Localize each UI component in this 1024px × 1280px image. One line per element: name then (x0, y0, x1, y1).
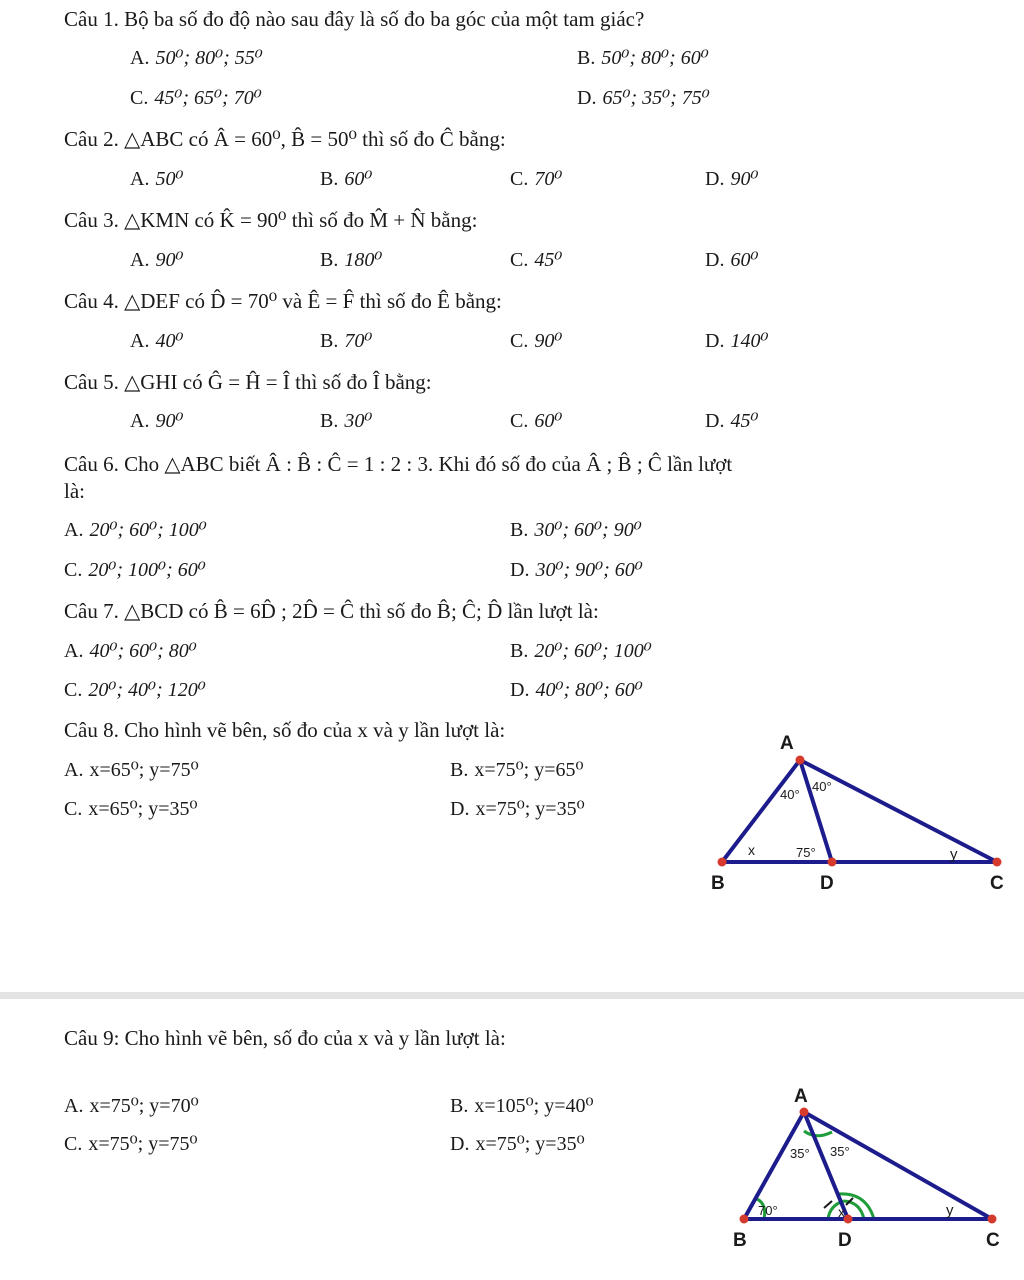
q9-angle-b: 70° (758, 1203, 778, 1218)
q9-tick-mark (824, 1201, 832, 1208)
q4-text: Câu 4. △DEF có D̂ = 70⁰ và Ê = F̂ thì số đo Ê bằng: (64, 289, 502, 313)
q1-option-a[interactable]: A. 50⁰; 80⁰; 55⁰ (130, 47, 263, 69)
q8-triangle-figure (700, 725, 1020, 900)
q6-option-d[interactable]: D. 30⁰; 90⁰; 60⁰ (510, 559, 643, 581)
q9-option-a[interactable]: A. x=75⁰; y=70⁰ (64, 1095, 199, 1117)
q9-vertex-a (800, 1108, 809, 1117)
q8-label-b: B (711, 873, 725, 894)
q2-option-c[interactable]: C. 70⁰ (510, 168, 563, 190)
q4-option-a[interactable]: A. 40⁰ (130, 330, 184, 352)
q9-angle-bad: 35° (790, 1146, 810, 1161)
q9-angle-x: x (838, 1204, 845, 1220)
q9-option-d[interactable]: D. x=75⁰; y=35⁰ (450, 1133, 585, 1155)
q9-segment-ad (804, 1112, 848, 1219)
q7-option-a[interactable]: A. 40⁰; 60⁰; 80⁰ (64, 640, 197, 662)
q9-triangle-abc (744, 1112, 992, 1219)
q9-triangle-figure (720, 1080, 1020, 1255)
q8-angle-x: x (748, 842, 755, 858)
q8-option-a[interactable]: A. x=65⁰; y=75⁰ (64, 759, 199, 781)
q9-label-b: B (733, 1230, 747, 1251)
q5-option-d[interactable]: D. 45⁰ (705, 410, 759, 432)
q8-option-d[interactable]: D. x=75⁰; y=35⁰ (450, 798, 585, 820)
q3-option-d[interactable]: D. 60⁰ (705, 249, 759, 271)
q8-angle-bad: 40° (780, 787, 800, 802)
q9-option-c[interactable]: C. x=75⁰; y=75⁰ (64, 1133, 198, 1155)
q5-text: Câu 5. △GHI có Ĝ = Ĥ = Î thì số đo Î bằng: (64, 370, 432, 394)
q2-option-a[interactable]: A. 50⁰ (130, 168, 184, 190)
q8-angle-dac: 40° (812, 779, 832, 794)
q8-vertex-b (718, 858, 727, 867)
q8-angle-adc: 75° (796, 845, 816, 860)
q8-option-c[interactable]: C. x=65⁰; y=35⁰ (64, 798, 198, 820)
q9-vertex-c (988, 1215, 997, 1224)
q6-text-line2: là: (64, 479, 85, 503)
q9-angle-dac: 35° (830, 1144, 850, 1159)
q9-angle-y: y (946, 1202, 954, 1219)
q9-arc-angle-a (804, 1131, 832, 1136)
q3-option-b[interactable]: B. 180⁰ (320, 249, 383, 271)
q5-option-b[interactable]: B. 30⁰ (320, 410, 373, 432)
q6-option-c[interactable]: C. 20⁰; 100⁰; 60⁰ (64, 559, 206, 581)
q8-vertex-a (796, 756, 805, 765)
q2-option-d[interactable]: D. 90⁰ (705, 168, 759, 190)
q8-angle-y: y (950, 846, 958, 863)
q3-option-a[interactable]: A. 90⁰ (130, 249, 184, 271)
q1-option-c[interactable]: C. 45⁰; 65⁰; 70⁰ (130, 87, 262, 109)
q2-text: Câu 2. △ABC có Â = 60⁰, B̂ = 50⁰ thì số đo Ĉ bằng: (64, 127, 506, 151)
q9-label-c: C (986, 1230, 1000, 1251)
q8-option-b[interactable]: B. x=75⁰; y=65⁰ (450, 759, 584, 781)
q7-option-d[interactable]: D. 40⁰; 80⁰; 60⁰ (510, 679, 643, 701)
q8-vertex-c (993, 858, 1002, 867)
q6-option-a[interactable]: A. 20⁰; 60⁰; 100⁰ (64, 519, 207, 541)
q8-label-d: D (820, 873, 834, 894)
q3-option-c[interactable]: C. 45⁰ (510, 249, 563, 271)
q9-label-d: D (838, 1230, 852, 1251)
q8-label-c: C (990, 873, 1004, 894)
q5-option-c[interactable]: C. 60⁰ (510, 410, 563, 432)
q8-label-a: A (780, 733, 794, 754)
q8-vertex-d (828, 858, 837, 867)
q5-option-a[interactable]: A. 90⁰ (130, 410, 184, 432)
q9-vertex-b (740, 1215, 749, 1224)
q1-option-d[interactable]: D. 65⁰; 35⁰; 75⁰ (577, 87, 710, 109)
q6-text-line1: Câu 6. Cho △ABC biết Â : B̂ : Ĉ = 1 : 2 : 3. Khi đó số đo của Â ; B̂ ; Ĉ lần lượt (64, 452, 733, 476)
q2-option-b[interactable]: B. 60⁰ (320, 168, 373, 190)
section-divider (0, 992, 1024, 999)
q7-option-b[interactable]: B. 20⁰; 60⁰; 100⁰ (510, 640, 652, 662)
q4-option-d[interactable]: D. 140⁰ (705, 330, 769, 352)
q8-text: Câu 8. Cho hình vẽ bên, số đo của x và y lần lượt là: (64, 718, 506, 742)
q6-option-b[interactable]: B. 30⁰; 60⁰; 90⁰ (510, 519, 642, 541)
q1-option-b[interactable]: B. 50⁰; 80⁰; 60⁰ (577, 47, 709, 69)
q9-text: Câu 9: Cho hình vẽ bên, số đo của x và y lần lượt là: (64, 1026, 506, 1050)
q9-option-b[interactable]: B. x=105⁰; y=40⁰ (450, 1095, 594, 1117)
q7-option-c[interactable]: C. 20⁰; 40⁰; 120⁰ (64, 679, 206, 701)
q4-option-c[interactable]: C. 90⁰ (510, 330, 563, 352)
q4-option-b[interactable]: B. 70⁰ (320, 330, 373, 352)
q7-text: Câu 7. △BCD có B̂ = 6D̂ ; 2D̂ = Ĉ thì số đo B̂; Ĉ; D̂ lần lượt là: (64, 599, 599, 623)
q3-text: Câu 3. △KMN có K̂ = 90⁰ thì số đo M̂ + N̂ bằng: (64, 208, 478, 232)
q9-label-a: A (794, 1086, 808, 1107)
q1-text: Câu 1. Bộ ba số đo độ nào sau đây là số đo ba góc của một tam giác? (64, 7, 645, 31)
